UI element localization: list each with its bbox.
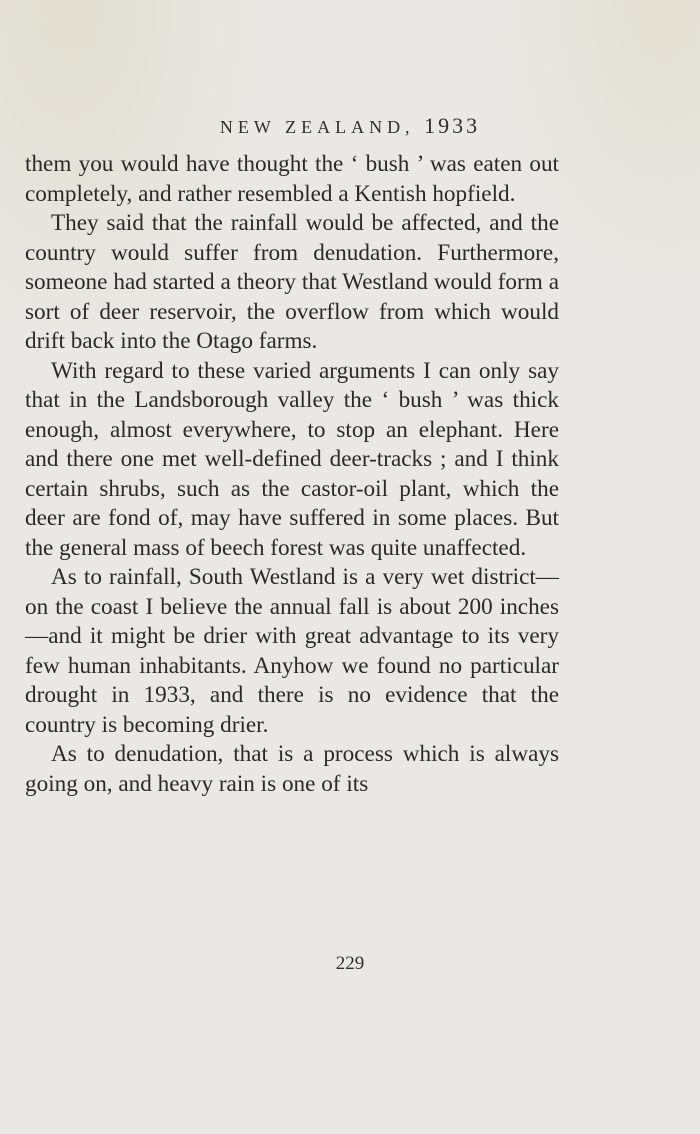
paragraph: They said that the rainfall would be affected, and the country would suffer from denudation. Furthermore, someone had started a theory that Westland would form a sort of deer reservoir, the overflow from which would drift back into the Otago farms. bbox=[25, 210, 559, 354]
paragraph: them you would have thought the ‘ bush ’ was eaten out completely, and rather resembled a Kentish hopfield. bbox=[25, 151, 559, 207]
paragraph: As to denudation, that is a process which is always going on, and heavy rain is one of its bbox=[25, 741, 559, 797]
running-head-title: NEW ZEALAND, bbox=[219, 117, 415, 137]
running-head bbox=[0, 113, 700, 139]
body-text bbox=[25, 150, 559, 799]
paragraph: As to rainfall, South Westland is a very wet district—on the coast I believe the annual fall is about 200 inches—and it might be drier with great advantage to its very few human inhabitants. Anyhow we found no particular drought in 1933, and there is no evidence that the country is becoming drier. bbox=[25, 564, 559, 738]
page-number: 229 bbox=[335, 953, 365, 974]
running-head-year: 1933 bbox=[424, 113, 481, 138]
paragraph: With regard to these varied arguments I can only say that in the Landsborough valley the ‘ bush ’ was thick enough, almost everywhere, to stop an elephant. Here and there one met well-defined deer-tracks ; and I think certain shrubs, such as the castor-oil plant, which the deer are fond of, may have suffered in some places. But the general mass of beech forest was quite unaffected. bbox=[25, 357, 559, 561]
